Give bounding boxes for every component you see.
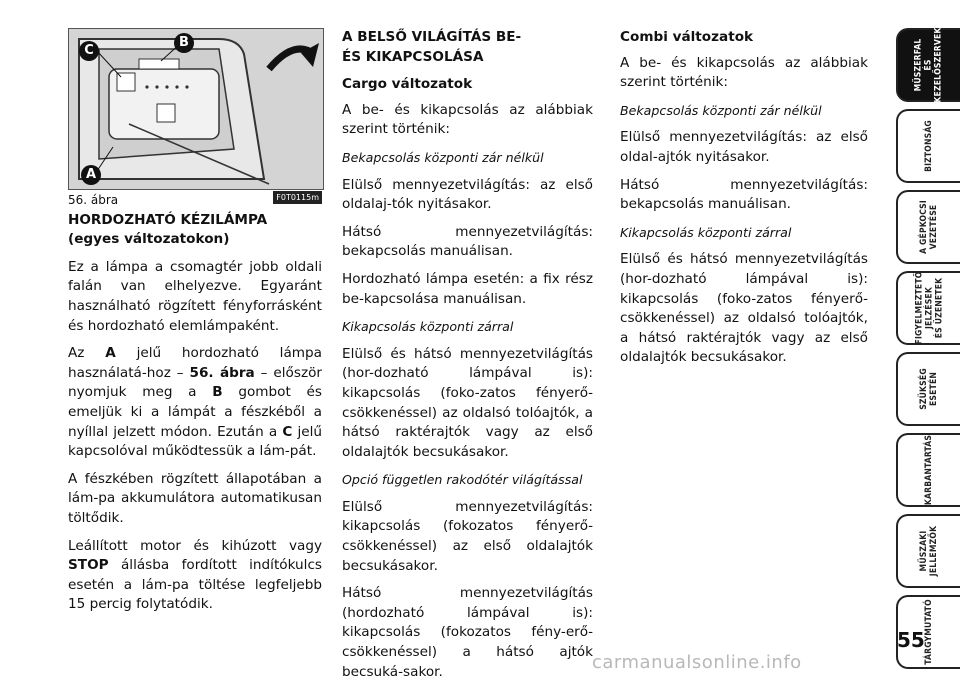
column-left <box>68 28 322 623</box>
italic-subheading: Kikapcsolás központi zárral <box>620 224 792 240</box>
tab-technical-data[interactable]: MŰSZAKI JELLEMZŐK <box>896 514 960 588</box>
paragraph-stop: Leállított motor és kihúzott vagy STOP állásba fordított indítókulcs esetén a lám-pa töltése legfeljebb 15 percig folytatódik. <box>68 537 322 613</box>
lamp-illustration <box>69 29 323 189</box>
paragraph: Hordozható lámpa esetén: a fix rész be-kapcsolása manuálisan. <box>342 270 593 307</box>
tab-index[interactable]: TÁRGYMUTATÓ <box>896 595 960 669</box>
page-number: 55 <box>897 628 925 652</box>
paragraph: A be- és kikapcsolás az alábbiak szerint történik: <box>620 54 868 91</box>
paragraph-usage: Az A jelű hordozható lámpa használatá-hoz – 56. ábra – először nyomjuk meg a B gombot és emeljük ki a lámpát a fészkéből a nyíllal jelzett módon. Ezután a C jelű kapcsolóval működtessük a lám-pát. <box>68 345 322 460</box>
paragraph: Elülső mennyezetvilágítás: kikapcsolás (fokozatos fényerő-csökkenéssel) az első oldalajtók becsukásakor. <box>342 498 593 574</box>
section-subheading: (egyes változatokon) <box>68 231 230 248</box>
callout-b: B <box>174 33 194 53</box>
paragraph: Ez a lámpa a csomagtér jobb oldali falán van elhelyezve. Egyaránt használható rögzített fényforrásként és hordozható elemlámpaként. <box>68 258 322 334</box>
callout-c: C <box>79 41 99 61</box>
subheading-combi: Combi változatok <box>620 29 754 45</box>
figure-56 <box>68 28 324 190</box>
paragraph: Elülső mennyezetvilágítás: az első oldalaj-tók nyitásakor. <box>342 176 593 213</box>
tab-warnings[interactable]: FIGYELMEZTETŐ JELZÉSEK ÉS ÜZENETEK <box>896 271 960 345</box>
column-right <box>620 28 868 376</box>
figure-caption-row <box>68 191 322 211</box>
figure-caption: 56. ábra <box>68 193 119 207</box>
italic-subheading: Bekapcsolás központi zár nélkül <box>620 102 822 118</box>
subheading-cargo: Cargo változatok <box>342 76 473 93</box>
italic-subheading: Bekapcsolás központi zár nélkül <box>342 149 544 165</box>
figure-code: F0T0115m <box>273 191 322 204</box>
paragraph: Hátsó mennyezetvilágítás: bekapcsolás manuálisan. <box>620 176 868 213</box>
tab-emergency[interactable]: SZÜKSÉG ESETÉN <box>896 352 960 426</box>
watermark: carmanualsonline.info <box>592 652 802 673</box>
paragraph: Hátsó mennyezetvilágítás (hordozható lámpával is): kikapcsolás (fokozatos fény-erő-csökkenéssel) a hátsó ajtók becsuká-sakor. <box>342 585 593 680</box>
column-middle <box>342 28 593 690</box>
chapter-tabs <box>896 28 960 676</box>
paragraph: Elülső mennyezetvilágítás: az első oldal-ajtók nyitásakor. <box>620 129 868 165</box>
paragraph: Elülső és hátsó mennyezetvilágítás (hor-dozható lámpával is): kikapcsolás (foko-zatos fényerő-csökkenéssel) az oldalsó tolóajtók, a hátsó raktérajtók vagy az első oldalajtók becsukásakor. <box>342 345 593 460</box>
section-heading-lamp: HORDOZHATÓ KÉZILÁMPA <box>68 211 268 228</box>
tab-safety[interactable]: BIZTONSÁG <box>896 109 960 183</box>
paragraph: A fészkében rögzített állapotában a lám-pa akkumulátora automatikusan töltődik. <box>68 470 322 526</box>
callout-a: A <box>81 165 101 185</box>
tab-maintenance[interactable]: KARBANTARTÁS <box>896 433 960 507</box>
paragraph: Elülső és hátsó mennyezetvilágítás (hor-dozható lámpával is): kikapcsolás (foko-zatos fényerő-csökkenéssel) az oldalsó tolóajtók, a hátsó raktérajtók vagy az első oldalajtók becsukásakor. <box>620 251 868 366</box>
paragraph: Hátsó mennyezetvilágítás: bekapcsolás manuálisan. <box>342 223 593 260</box>
paragraph: A be- és kikapcsolás az alábbiak szerint történik: <box>342 101 593 138</box>
italic-subheading: Kikapcsolás központi zárral <box>342 319 514 335</box>
section-heading-interior-light: A BELSŐ VILÁGÍTÁS BE- <box>342 29 522 45</box>
italic-subheading: Opció független rakodótér világítással <box>342 472 583 488</box>
tab-dashboard-controls[interactable]: MŰSZERFAL ÉS KEZELŐSZERVEK <box>896 28 960 102</box>
section-heading-interior-light-2: ÉS KIKAPCSOLÁSA <box>342 48 484 65</box>
tab-driving[interactable]: A GÉPKOCSI VEZETÉSE <box>896 190 960 264</box>
